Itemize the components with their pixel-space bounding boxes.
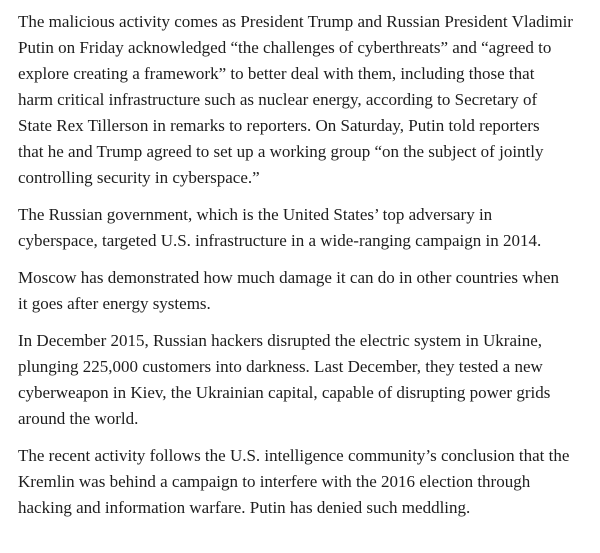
text-line: cyberspace, targeted U.S. infrastructure in a wide-ranging campaign in 2014.: [18, 231, 542, 250]
text-line: cyberweapon in Kiev, the Ukrainian capital, capable of disrupting power grids: [18, 383, 551, 402]
text-line: The recent activity follows the U.S. intelligence community’s conclusion that the: [18, 446, 570, 465]
paragraph-1: [18, 9, 600, 191]
text-line: explore creating a framework” to better deal with them, including those that: [18, 64, 535, 83]
text-line: State Rex Tillerson in remarks to reporters. On Saturday, Putin told reporters: [18, 116, 540, 135]
text-line: controlling security in cyberspace.”: [18, 168, 260, 187]
text-line: Putin on Friday acknowledged “the challenges of cyberthreats” and “agreed to: [18, 38, 552, 57]
text-line: The malicious activity comes as President Trump and Russian President Vladimir: [18, 12, 573, 31]
text-line: harm critical infrastructure such as nuclear energy, according to Secretary of: [18, 90, 538, 109]
text-line: it goes after energy systems.: [18, 294, 211, 313]
paragraph-3: [18, 265, 600, 317]
text-line: that he and Trump agreed to set up a working group “on the subject of jointly: [18, 142, 544, 161]
text-line: Kremlin was behind a campaign to interfere with the 2016 election through: [18, 472, 531, 491]
text-line: hacking and information warfare. Putin has denied such meddling.: [18, 498, 471, 517]
text-line: plunging 225,000 customers into darkness. Last December, they tested a new: [18, 357, 543, 376]
paragraph-2: [18, 202, 600, 254]
paragraph-4: [18, 328, 600, 432]
text-line: Moscow has demonstrated how much damage it can do in other countries when: [18, 268, 560, 287]
text-line: In December 2015, Russian hackers disrupted the electric system in Ukraine,: [18, 331, 543, 350]
text-line: around the world.: [18, 409, 139, 428]
text-line: The Russian government, which is the United States’ top adversary in: [18, 205, 493, 224]
paragraph-5: [18, 443, 600, 521]
